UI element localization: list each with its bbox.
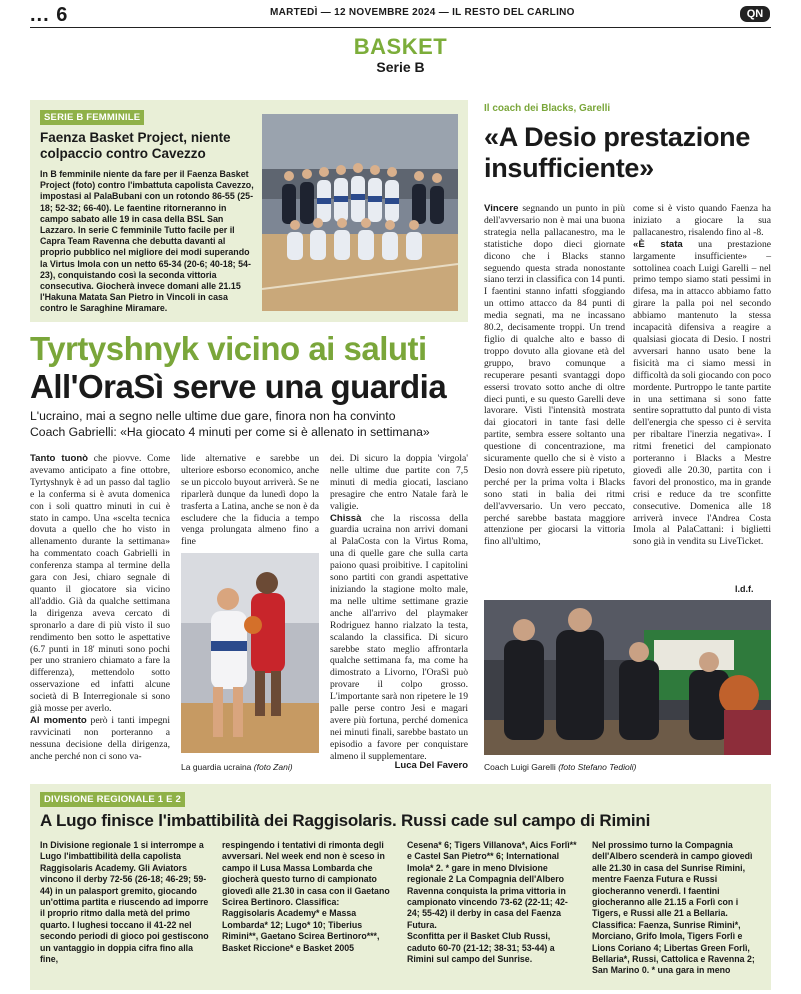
- header-divider: [30, 27, 771, 28]
- garelli-col1-text: segnando un punto in più dell'avversario non è mai una buona strategia nella pallacanestro, ma le statistiche dopo dieci giornate dicono che i Blacks stanno seguendo questa strada nonostante siano terzi in classifica con 14 punti. I faentini stanno infatti sfoggiando un ottimo attacco da 84 punti di media segnati, ma ne incassano 80.2, decisamente troppi. Un trend figlio di qualche alto e basso di troppo dovuto alla giovane età del gruppo, bravo comunque a recuperare pesanti svantaggi dopo essersi trovato sotto anche di oltre dieci punti, e su questo Garelli deve lavorare. Visti l'intensità mostrata dai giocatori in tante fasi delle partite, sembra essere soltanto una questione di concentrazione, ma sicuramente quello che si è visto a Desio non dovrà essere più ripetuto, perché per la prima volta i Blacks sono stati in balia dei ritmi dell'avversario. Un vero peccato, perché sarebbe bastata maggiore attenzione per giocarsi la vittoria fino all'ultimo,: [484, 203, 625, 548]
- main-col1: [30, 453, 170, 763]
- main-col1-lead2: Al momento: [30, 714, 87, 726]
- guard-caption-text: La guardia ucraina: [181, 762, 252, 772]
- women-lead: In B femminile: [40, 169, 101, 179]
- main-col1-lead: Tanto tuonò: [30, 453, 89, 464]
- garelli-col2-text: come si è visto quando Faenza ha iniziato a giocare la sua pallacanestro, risalendo fino al -8.: [633, 203, 771, 238]
- main-col3-lead: Chissà: [330, 512, 362, 524]
- regional-col3-text: Cesena* 6; Tigers Villanova*, Aics Forlì** e Castel San Pietro** 6; International Imola* 2. * gare in meno DIvisione regionale 2 La Compagnia dell'Albero Ravenna conquista la prima vittoria in campionato vincendo 73-62 (22-11; 42-24; 55-42) il derby in casa del Faenza Futura.: [407, 840, 577, 930]
- women-text: niente da fare per il Faenza Basket Project (foto) contro l'imbattuta capolista Cavezzo, impostasi al PalaBubani con un rotondo 86-55 (25-18; 52-32; 66-40). Le faentine ritorneranno in campo sabato alle 19 in casa della BSL San Lazzaro. In serie C femminile Tutto facile per il Capra Team Ravenna che debutta davanti al proprio pubblico nel migliore dei modi superando la Virtus Imola con un netto 65-34 (20-6; 40-18; 54-23), conquistando così la seconda vittoria consecutiva. Giocherà invece domani alle 21.15 l'Hakuna Matata San Pietro in Vincoli in casa contro le Saraghine Miramare.: [40, 169, 254, 314]
- garelli-col2: [633, 203, 771, 548]
- regional-col3: [407, 840, 579, 965]
- qn-logo: QN: [740, 6, 770, 22]
- main-col2: [181, 453, 319, 548]
- main-kicker: Tyrtyshnyk vicino ai saluti: [30, 330, 427, 367]
- section-subtitle: Serie B: [376, 59, 425, 75]
- garelli-col2-text2: una prestazione largamente insufficiente» – sottolinea coach Luigi Garelli – nel primo tempo siamo stati pessimi in difesa, ma in attacco abbiamo fatto girare la palla poi nel secondo abbiamo mantenuto la stessa incapacità difensiva a reagire a qualsiasi giocata di Desio. I nostri avversari hanno usato bene la fisicità ma ci siamo messi in difficoltà da soli giocando con poco mordente. Purtroppo le tante partite in una settimana si sono fatte sentire soprattutto dal punto di vista dell'energia che spesso ci è servita per ribaltare l'inerzia negativa». I ritmi frenetici del campionato porteranno i Blacks a Mestre giovedì alle 20.30, partita con i favori del pronostico, ma in grande crisi e reduce da tre sconfitte consecutive. Domenica alle 18 arriverà invece l'Andrea Costa Imola al PalaCattani: i biglietti sono già in vendita su LiveTicket.: [633, 238, 771, 548]
- regional-col4-text: Nel prossimo turno la Compagnia dell'Albero scenderà in campo giovedì alle 21.30 in casa del Sunrise Rimini, mentre Faenza Futura e Russi giocheranno venerdì. I faentini giocheranno alle 21.15 a Forlì con i Tigers, e Russi alle 21 a Bellaria. Classifica: Faenza, Sunrise Rimini*, Morciano, Grifo Imola, Tigers Forlì e Lions Coriano 4; Libertas Green Forlì, Bellaria*, Russi, Cattolica e Ravenna 2; San Marino 0. * una gara in meno: [592, 840, 755, 976]
- regional-col1-text: regionale 1 si interrompe a Lugo l'imbattibilità della capolista Raggisolaris Academy. Gli Aviators vincono il derby 72-56 (26-18; 46-29; 59-44) in un palasport gremito, giocando un'ottima partita e riuscendo ad imporre il proprio ritmo dalla metà del primo quarto. I lughesi toccano il 41-22 nel secondo periodi di gioco poi gestiscono un vantaggio in doppia cifra fino alla fine,: [40, 840, 209, 965]
- main-col1-text2: però i tanti impegni ravvicinati non porteranno a nessuna decisione della dirigenza, anche perché non ci sono va-: [30, 714, 170, 762]
- regional-col1-lead: In Divisione: [40, 840, 90, 850]
- regional-col3-text2: per il Basket Club Russi, caduto 60-70 (21-12; 38-31; 53-44) a Rimini sul campo del Sunrise.: [407, 931, 555, 965]
- regional-col2-text: respingendo i tentativi di rimonta degli avversari. Nel week end non è sceso in campo il Lusa Massa Lombarda che giocherà questo turno di campionato giovedì alle 21.30 in casa con il Gaetano Scirea Bertinoro. Classifica: Raggisolaris Academy* e Massa Lombarda* 12; Lugo* 10; Tiberius Rimini**, Gaetano Scirea Bertinoro***, Basket Riccione* e Basket 2005: [222, 840, 390, 953]
- garelli-col1-lead: Vincere: [484, 203, 519, 214]
- regional-col4: [592, 840, 764, 977]
- main-byline: Luca Del Favero: [394, 760, 468, 771]
- garelli-kicker: Il coach dei Blacks, Garelli: [484, 103, 611, 114]
- main-col3: [330, 453, 468, 763]
- women-team-photo: [262, 114, 458, 311]
- garelli-photo-credit: (foto Stefano Tedioli): [558, 762, 637, 772]
- garelli-col1: [484, 203, 625, 548]
- main-col1-text: che piovve. Come avevamo anticipato a fine ottobre, Tyrtyshnyk è ad un passo dal taglio e la conferma si è avuta domenica con i soli quattro minuti in cui è stato in campo. Una «scelta tecnica dovuta a quello che ho visto in allenamento durante la settimana» ha commentato coach Gabrielli in conferenza stampa al termine della gara con Jesi, chiaro segnale di quanto il giocatore sia vicino all'addio. Già da qualche settimana la dirigenza aveva cercato di spronarlo a dare di più visto il suo rendimento ben sotto le aspettative (6.7 punti in 18' minuti sono pochi per uno straniero chiamato a fare la differenza), mettendolo sotto osservazione ed infatti alcune società di B Interregionale si sono già mosse per averlo.: [30, 453, 170, 715]
- women-tag: SERIE B FEMMINILE: [40, 110, 144, 125]
- guard-caption: [181, 762, 293, 772]
- main-headline: All'OraSì serve una guardia: [30, 368, 447, 405]
- main-subheadline-2: Coach Gabrielli: «Ha giocato 4 minuti per come si è allenato in settimana»: [30, 425, 430, 439]
- ukrainian-guard-photo: [181, 553, 319, 753]
- women-body: [40, 169, 255, 315]
- page-number: ... 6: [30, 4, 69, 26]
- regional-col3-lead: Sconfitta: [407, 931, 445, 942]
- main-col3-text2: che la riscossa della guardia ucraina non arrivi domani al PalaCosta con la Virtus Roma, una di quelle gare che sulla carta paiono quasi proibitive. I capitolini sono partiti con grandi aspettative iniziando la stagione molto male, ma nelle ultime settimane grazie anche all'arrivo del playmaker Rodriguez hanno rialzato la testa, scalando la classifica. Di sicuro sarebbe stato meglio affrontarla qualche settimana fa, ma come ha dimostrato a Livorno, l'OraSì può provare il colpo grosso. L'importante sarà non ripetere le 19 palle perse contro Jesi e magari avere più fortuna, perché domenica nei minuti finali, sarebbe bastato un episodio a favore per conquistare almeno il supplementare.: [330, 512, 469, 762]
- garelli-headline: «A Desio prestazione insufficiente»: [484, 122, 751, 183]
- garelli-signature: l.d.f.: [735, 584, 754, 594]
- regional-col1: [40, 840, 212, 965]
- garelli-caption: [484, 762, 636, 772]
- guard-photo-credit: (foto Zani): [253, 762, 293, 772]
- garelli-quote-lead: «È stata: [633, 238, 683, 250]
- garelli-caption-text: Coach Luigi Garelli: [484, 762, 556, 772]
- coach-garelli-photo: [484, 600, 771, 755]
- regional-col2: [222, 840, 394, 954]
- regional-tag: DIVISIONE REGIONALE 1 E 2: [40, 792, 185, 807]
- main-col3-text: dei. Di sicuro la doppia 'virgola' nelle ultime due partite con 7,5 minuti di media giocati, lasciano presagire che entro Natale farà le valigie.: [330, 453, 468, 512]
- main-col2-text: lide alternative e sarebbe un ulteriore esborso economico, anche se un piccolo buyout arriverà. Se ne riparlerà dunque da lunedì dopo la trasferta a Latina, anche se non è da escludere che la fiducia a tempo venga prolungata almeno fino a fine: [181, 453, 319, 548]
- regional-headline: A Lugo finisce l'imbattibilità dei Raggisolaris. Russi cade sul campo di Rimini: [40, 811, 651, 830]
- women-headline: Faenza Basket Project, niente colpaccio contro Cavezzo: [40, 130, 231, 161]
- date-line: MARTEDÌ — 12 NOVEMBRE 2024 — IL RESTO DEL CARLINO: [270, 7, 575, 18]
- section-title: BASKET: [353, 34, 448, 59]
- main-subheadline-1: L'ucraino, mai a segno nelle ultime due gare, finora non ha convinto: [30, 409, 396, 423]
